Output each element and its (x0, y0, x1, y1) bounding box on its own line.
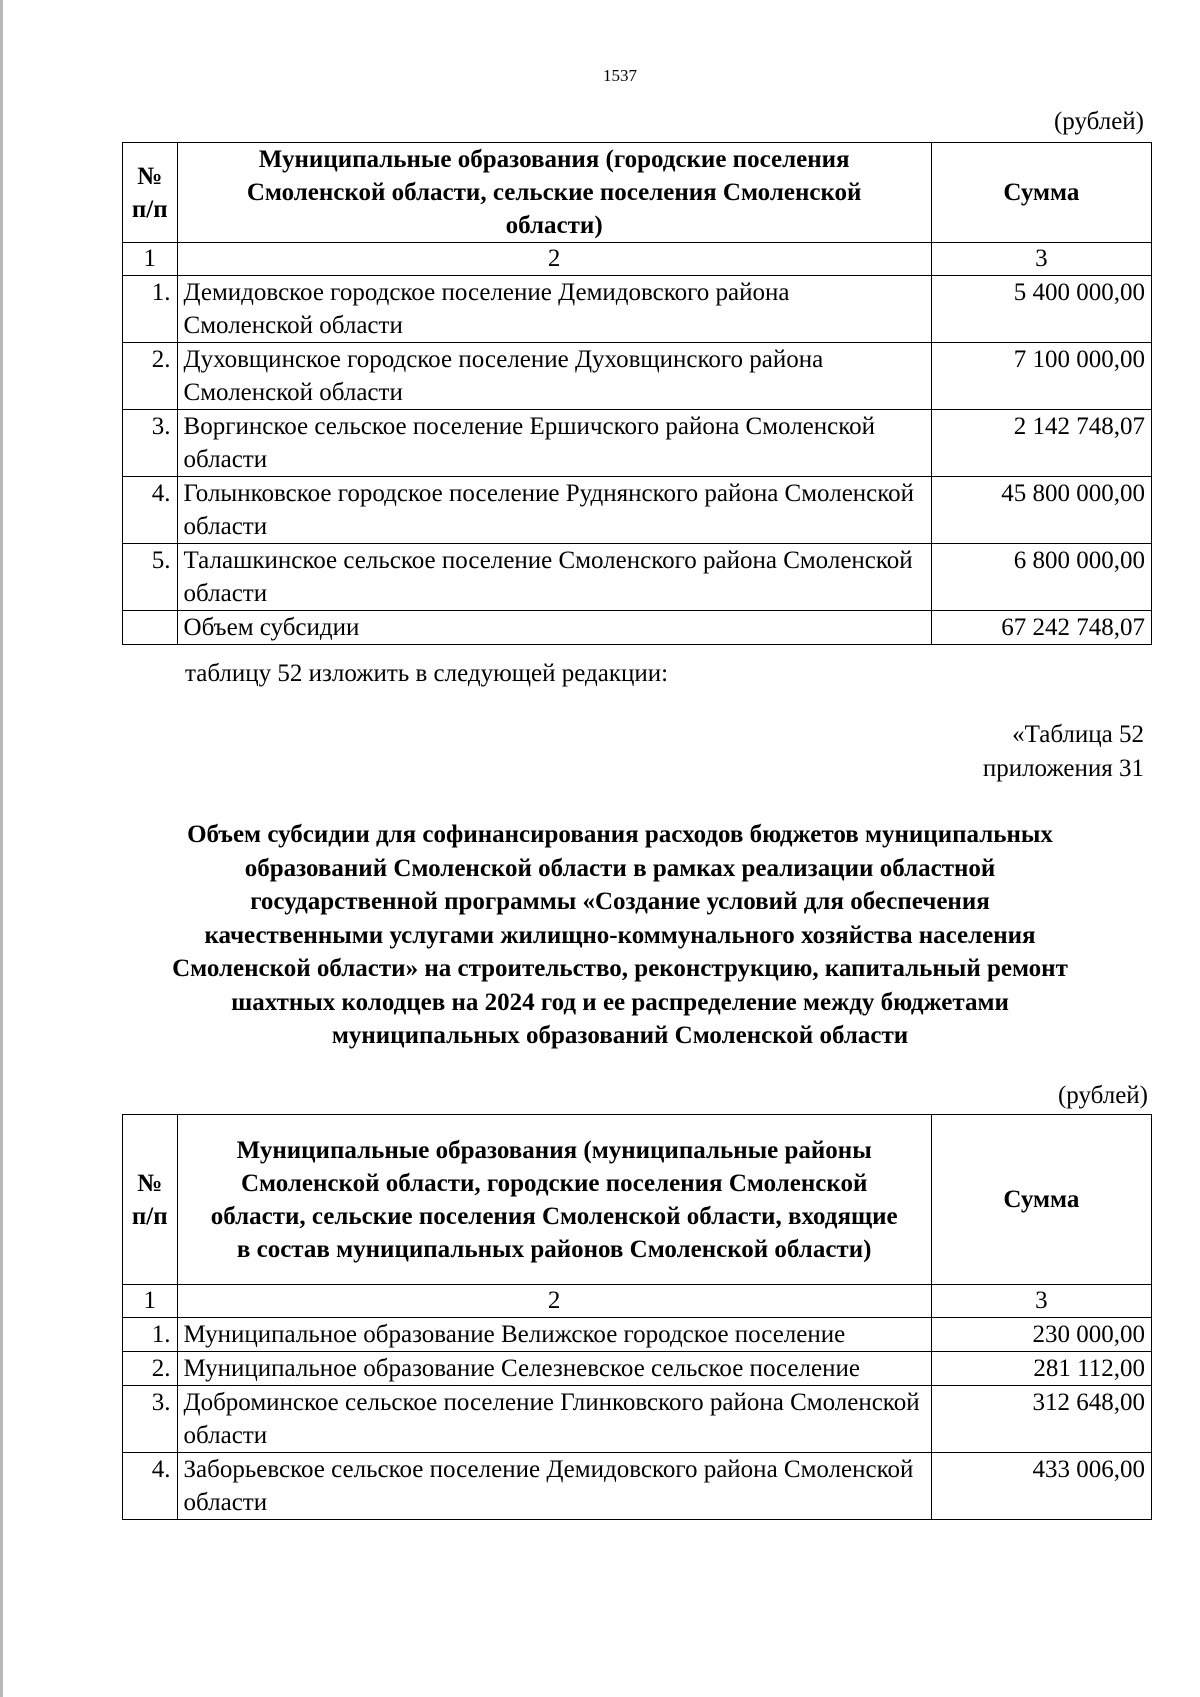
total-amount: 67 242 748,07 (931, 611, 1151, 645)
row-amount: 230 000,00 (931, 1318, 1151, 1352)
header-num-line1: № (137, 1169, 163, 1197)
section-title-line: образований Смоленской области в рамках реализации областной (244, 854, 996, 882)
total-row (123, 611, 1152, 645)
section-title-line: Смоленской области» на строительство, реконструкцию, капитальный ремонт (172, 955, 1068, 982)
header-sum: Сумма (931, 1115, 1151, 1285)
instruction-text: таблицу 52 изложить в следующей редакции: (185, 660, 669, 687)
row-amount: 281 112,00 (931, 1352, 1151, 1386)
total-label: Объем субсидии (177, 611, 931, 645)
row-number: 1. (123, 1318, 178, 1352)
table-1-header-row (123, 143, 1152, 243)
table-reference (983, 718, 1144, 786)
table-row (123, 544, 1152, 611)
row-number: 4. (123, 477, 178, 544)
table-row (123, 1386, 1152, 1453)
table-row (123, 1352, 1152, 1386)
row-name: Воргинское сельское поселение Ершичского района Смоленской области (177, 410, 931, 477)
table-reference-line1: «Таблица 52 (1012, 721, 1144, 748)
table-row (123, 276, 1152, 343)
header-name: Муниципальные образования (городские поселения Смоленской области, сельские поселения Смоленской области) (177, 143, 931, 243)
table-row (123, 1453, 1152, 1520)
row-name: Муниципальное образование Селезневское сельское поселение (177, 1352, 931, 1386)
row-number: 3. (123, 410, 178, 477)
header-num-line2: п/п (131, 195, 168, 223)
total-number (123, 611, 178, 645)
table-1-index-row (123, 243, 1152, 276)
table-2-index-row (123, 1285, 1152, 1318)
row-name: Доброминское сельское поселение Глинковского района Смоленской области (177, 1386, 931, 1453)
index-cell: 1 (123, 243, 178, 276)
section-title-line: качественными услугами жилищно-коммунального хозяйства населения (204, 921, 1036, 949)
index-cell: 2 (177, 1285, 931, 1318)
row-number: 4. (123, 1453, 178, 1520)
section-title (100, 818, 1140, 1053)
header-num (123, 143, 178, 243)
table-1 (122, 142, 1152, 645)
row-amount: 5 400 000,00 (931, 276, 1151, 343)
table-row (123, 1318, 1152, 1352)
section-title-line: муниципальных образований Смоленской области (331, 1022, 909, 1049)
row-amount: 45 800 000,00 (931, 477, 1151, 544)
header-name: Муниципальные образования (муниципальные районы Смоленской области, городские поселения Смоленской области, сельские поселения Смоленской области, входящие в состав муниципальных районов Смоленской области) (177, 1115, 931, 1285)
row-name: Демидовское городское поселение Демидовского района Смоленской области (177, 276, 931, 343)
header-sum: Сумма (931, 143, 1151, 243)
index-cell: 1 (123, 1285, 178, 1318)
row-number: 3. (123, 1386, 178, 1453)
row-name: Заборьевское сельское поселение Демидовского района Смоленской области (177, 1453, 931, 1520)
row-name: Талашкинское сельское поселение Смоленского района Смоленской области (177, 544, 931, 611)
row-amount: 6 800 000,00 (931, 544, 1151, 611)
header-num (123, 1115, 178, 1285)
row-amount: 7 100 000,00 (931, 343, 1151, 410)
row-number: 2. (123, 1352, 178, 1386)
index-cell: 3 (931, 1285, 1151, 1318)
row-amount: 312 648,00 (931, 1386, 1151, 1453)
table-2 (122, 1114, 1152, 1520)
header-num-line1: № (137, 162, 163, 190)
page-number: 1537 (603, 66, 637, 85)
table-row (123, 477, 1152, 544)
section-title-line: шахтных колодцев на 2024 год и ее распределение между бюджетами (231, 988, 1009, 1016)
table-1-units: (рублей) (1053, 108, 1144, 135)
table-row (123, 410, 1152, 477)
table-2-header-row (123, 1115, 1152, 1285)
row-number: 5. (123, 544, 178, 611)
section-title-line: государственной программы «Создание условий для обеспечения (250, 888, 990, 915)
row-amount: 433 006,00 (931, 1453, 1151, 1520)
section-title-line: Объем субсидии для софинансирования расходов бюджетов муниципальных (187, 821, 1053, 848)
header-num-line2: п/п (131, 1202, 168, 1230)
index-cell: 2 (177, 243, 931, 276)
row-amount: 2 142 748,07 (931, 410, 1151, 477)
row-name: Голынковское городское поселение Руднянского района Смоленской области (177, 477, 931, 544)
row-name: Духовщинское городское поселение Духовщинского района Смоленской области (177, 343, 931, 410)
table-2-units: (рублей) (1057, 1082, 1148, 1109)
index-cell: 3 (931, 243, 1151, 276)
row-name: Муниципальное образование Велижское городское поселение (177, 1318, 931, 1352)
scan-edge (0, 0, 3, 1697)
row-number: 1. (123, 276, 178, 343)
table-row (123, 343, 1152, 410)
table-reference-line2: приложения 31 (982, 755, 1144, 782)
row-number: 2. (123, 343, 178, 410)
